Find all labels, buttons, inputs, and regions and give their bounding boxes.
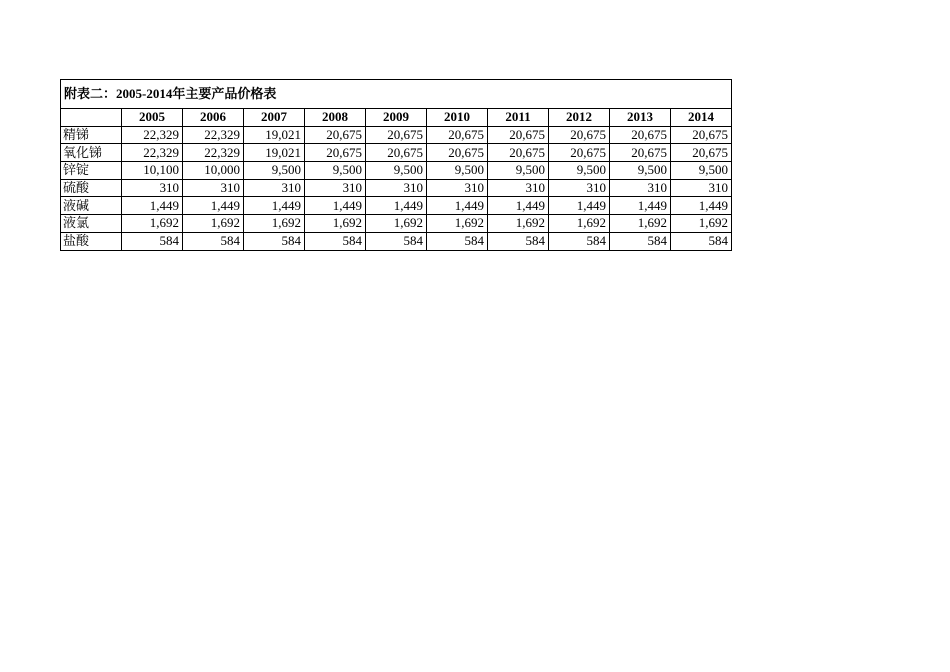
price-cell: 1,449 [427,197,488,215]
price-cell: 310 [671,179,732,197]
price-cell: 22,329 [122,144,183,162]
price-cell: 9,500 [671,162,732,180]
year-header-2007: 2007 [244,109,305,127]
year-header-2010: 2010 [427,109,488,127]
table-row [61,215,732,233]
year-header-2012: 2012 [549,109,610,127]
price-cell: 1,449 [488,197,549,215]
price-cell: 1,692 [305,215,366,233]
price-cell: 19,021 [244,144,305,162]
price-cell: 9,500 [244,162,305,180]
price-cell: 584 [183,232,244,250]
product-name-cell: 液氯 [61,215,122,233]
table-row [61,126,732,144]
product-name-cell: 盐酸 [61,232,122,250]
price-cell: 9,500 [549,162,610,180]
price-cell: 1,449 [366,197,427,215]
price-cell: 9,500 [366,162,427,180]
table-body [61,126,732,250]
price-cell: 10,000 [183,162,244,180]
price-cell: 9,500 [427,162,488,180]
year-header-2013: 2013 [610,109,671,127]
price-cell: 9,500 [305,162,366,180]
price-cell: 1,692 [549,215,610,233]
price-cell: 10,100 [122,162,183,180]
price-cell: 22,329 [183,144,244,162]
price-cell: 22,329 [183,126,244,144]
price-cell: 1,692 [671,215,732,233]
price-cell: 9,500 [488,162,549,180]
price-cell: 20,675 [305,126,366,144]
price-cell: 1,692 [183,215,244,233]
price-cell: 20,675 [549,126,610,144]
price-cell: 310 [427,179,488,197]
corner-cell [61,109,122,127]
price-cell: 20,675 [671,126,732,144]
price-cell: 20,675 [366,126,427,144]
title-row [61,80,732,109]
price-cell: 1,449 [122,197,183,215]
product-name-cell: 氧化锑 [61,144,122,162]
price-cell: 584 [610,232,671,250]
price-cell: 584 [244,232,305,250]
year-header-2009: 2009 [366,109,427,127]
price-cell: 584 [549,232,610,250]
price-cell: 584 [671,232,732,250]
table-row [61,179,732,197]
price-cell: 20,675 [671,144,732,162]
price-cell: 20,675 [610,126,671,144]
price-cell: 310 [183,179,244,197]
product-name-cell: 硫酸 [61,179,122,197]
price-cell: 1,692 [427,215,488,233]
price-cell: 310 [366,179,427,197]
table-row [61,197,732,215]
price-cell: 20,675 [366,144,427,162]
price-cell: 584 [366,232,427,250]
product-name-cell: 锌锭 [61,162,122,180]
product-name-cell: 液碱 [61,197,122,215]
price-cell: 1,449 [183,197,244,215]
year-header-row [61,109,732,127]
price-cell: 310 [122,179,183,197]
price-cell: 584 [488,232,549,250]
price-cell: 1,692 [610,215,671,233]
price-cell: 22,329 [122,126,183,144]
year-header-2005: 2005 [122,109,183,127]
price-cell: 1,449 [305,197,366,215]
price-cell: 584 [427,232,488,250]
price-cell: 310 [610,179,671,197]
price-cell: 20,675 [427,144,488,162]
year-header-2008: 2008 [305,109,366,127]
price-cell: 1,692 [244,215,305,233]
price-cell: 1,692 [122,215,183,233]
price-cell: 1,449 [549,197,610,215]
year-header-2006: 2006 [183,109,244,127]
price-cell: 1,449 [610,197,671,215]
table-row [61,232,732,250]
price-cell: 20,675 [488,144,549,162]
price-cell: 9,500 [610,162,671,180]
price-table [60,79,732,251]
price-cell: 584 [122,232,183,250]
price-cell: 584 [305,232,366,250]
price-cell: 20,675 [427,126,488,144]
price-cell: 20,675 [610,144,671,162]
price-cell: 310 [488,179,549,197]
price-cell: 20,675 [305,144,366,162]
price-cell: 310 [549,179,610,197]
table-row [61,144,732,162]
product-name-cell: 精锑 [61,126,122,144]
price-cell: 1,692 [366,215,427,233]
price-cell: 20,675 [488,126,549,144]
price-cell: 20,675 [549,144,610,162]
table-title: 附表二：2005-2014年主要产品价格表 [61,80,732,109]
year-header-2011: 2011 [488,109,549,127]
price-cell: 310 [305,179,366,197]
table-row [61,162,732,180]
price-cell: 19,021 [244,126,305,144]
price-cell: 1,692 [488,215,549,233]
price-cell: 1,449 [244,197,305,215]
year-header-2014: 2014 [671,109,732,127]
price-cell: 1,449 [671,197,732,215]
price-cell: 310 [244,179,305,197]
